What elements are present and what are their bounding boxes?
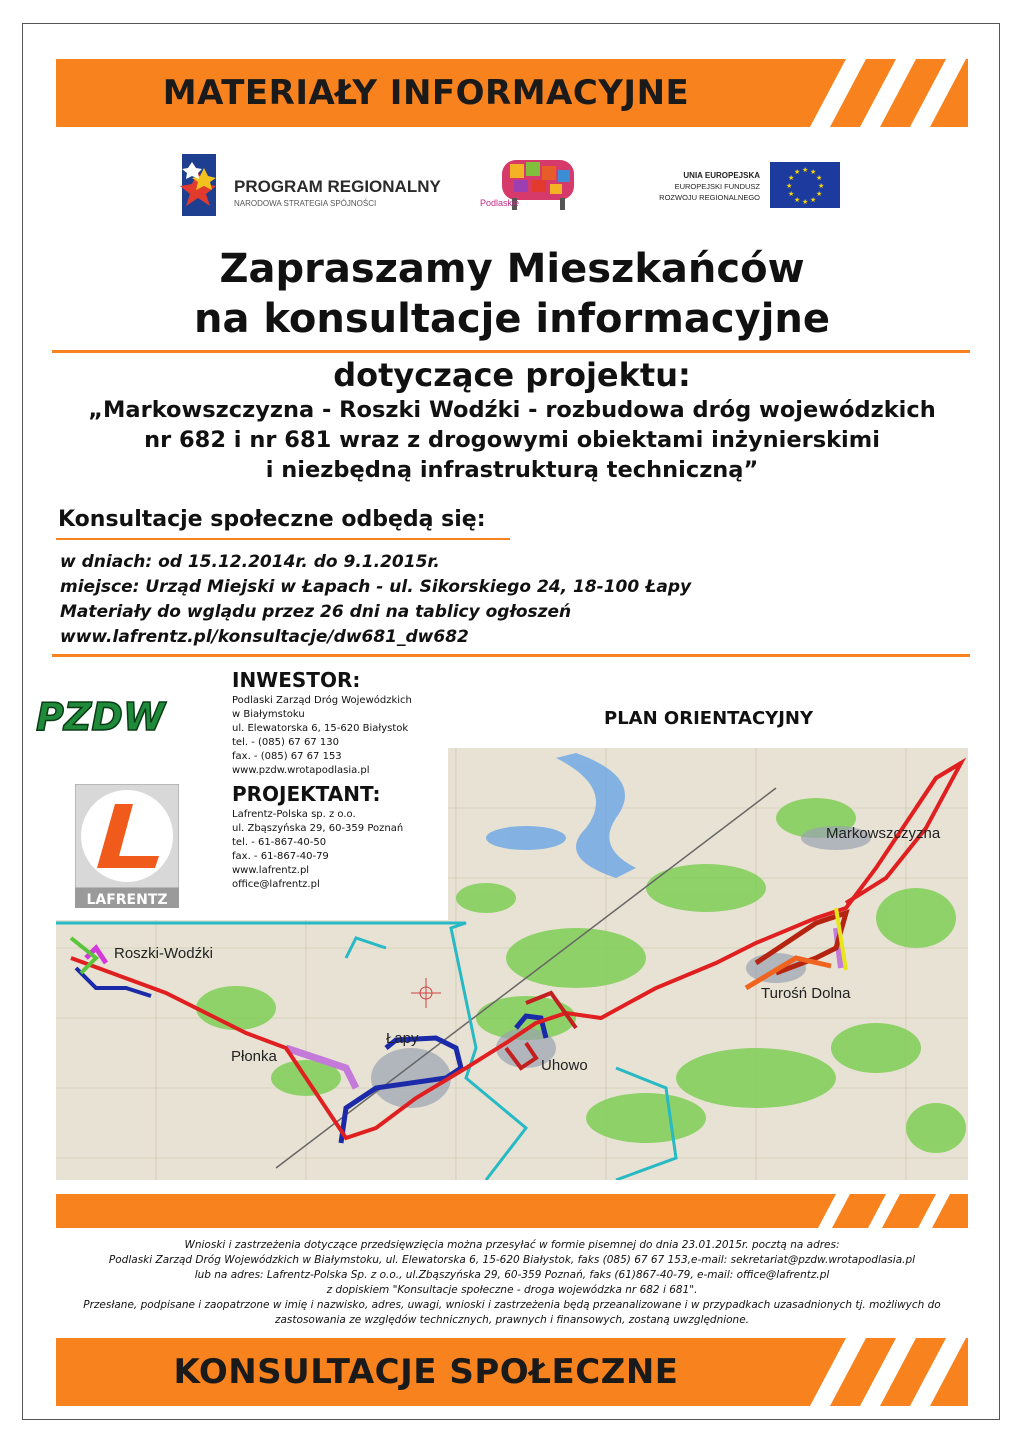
place-roszki-wodzki: Roszki-Wodźki [114, 945, 213, 962]
footer-line: Przesłane, podpisane i zaopatrzone w imię i nazwisko, adres, uwagi, wnioski i zastrzeżenia będą przeanalizowane i w przypadkach uzasadnionych tj. możliwych do [83, 1299, 941, 1311]
place-uhowo: Uhowo [541, 1057, 588, 1074]
svg-text:★: ★ [816, 190, 823, 198]
svg-text:LAFRENTZ: LAFRENTZ [86, 892, 168, 908]
svg-text:★: ★ [810, 168, 817, 176]
consult-rule [56, 538, 510, 540]
pzdw-logo [34, 694, 220, 738]
invite-line3: dotyczące projektu: [333, 356, 691, 394]
investor-line: Podlaski Zarząd Dróg Wojewódzkich [232, 695, 412, 706]
footer-line: lub na adres: Lafrentz-Polska Sp. z o.o., ul.Zbąszyńska 29, 60-359 Poznań, faks (61)867-40-79, e-mail: office@lafrentz.pl [194, 1269, 830, 1281]
svg-text:★: ★ [802, 166, 809, 174]
divider-banner [56, 1194, 968, 1228]
investor-website-link[interactable]: www.pzdw.wrotapodlasia.pl [232, 765, 370, 776]
svg-text:★: ★ [818, 182, 825, 190]
svg-text:★: ★ [788, 190, 795, 198]
designer-line: ul. Zbąszyńska 29, 60-359 Poznań [232, 823, 404, 834]
program-title: PROGRAM REGIONALNY [234, 177, 441, 196]
map-title: PLAN ORIENTACYJNY [604, 708, 813, 729]
consult-dates: w dniach: od 15.12.2014r. do 9.1.2015r. [60, 552, 440, 572]
project-line1: „Markowszczyzna - Roszki Wodźki - rozbudowa dróg wojewódzkich [88, 397, 936, 423]
stripes-decoration [788, 59, 968, 127]
svg-text:★: ★ [810, 196, 817, 204]
header-title: MATERIAŁY INFORMACYJNE [162, 73, 690, 113]
bottom-title: KONSULTACJE SPOŁECZNE [173, 1352, 679, 1392]
svg-text:★: ★ [794, 168, 801, 176]
footer-line: zastosowania ze względów technicznych, prawnych i finansowych, zostaną uwzględnione. [274, 1314, 750, 1326]
invite-line2: na konsultacje informacyjne [193, 296, 831, 342]
project-line2: nr 682 i nr 681 wraz z drogowymi obiektami inżynierskimi [144, 427, 880, 453]
footer-line: Podlaski Zarząd Dróg Wojewódzkich w Białymstoku, ul. Elewatorska 6, 15-620 Białystok, faks (085) 67 67 153,e-mail: sekretariat@pzdw.wrotapodlasia.pl [108, 1254, 916, 1266]
project-line3: i niezbędną infrastrukturą techniczną” [265, 457, 759, 483]
designer-website-link[interactable]: www.lafrentz.pl [232, 865, 310, 876]
stripes-decoration [788, 1194, 968, 1228]
podlaskie-label: Podlaskie [480, 198, 520, 208]
svg-text:★: ★ [788, 174, 795, 182]
place-plonka: Płonka [231, 1048, 277, 1065]
eu-flag-icon [770, 162, 840, 208]
consult-materials: Materiały do wglądu przez 26 dni na tablicy ogłoszeń [60, 602, 572, 622]
lafrentz-logo [75, 784, 179, 908]
place-lapy: Łapy [386, 1030, 419, 1047]
designer-line: Lafrentz-Polska sp. z o.o. [232, 809, 356, 820]
consult-url[interactable]: www.lafrentz.pl/konsultacje/dw681_dw682 [60, 627, 469, 647]
eu-line2: EUROPEJSKI FUNDUSZ [674, 182, 760, 191]
consult-place: miejsce: Urząd Miejski w Łapach - ul. Sikorskiego 24, 18-100 Łapy [60, 577, 692, 597]
svg-text:★: ★ [786, 182, 793, 190]
footer-line: Wnioski i zastrzeżenia dotyczące przedsięwzięcia można przesyłać w formie pisemnej do dnia 23.01.2015r. pocztą na adres: [184, 1239, 840, 1251]
sponsor-logos [170, 148, 860, 228]
investor-line: tel. - (085) 67 67 130 [232, 737, 339, 748]
eu-line1: UNIA EUROPEJSKA [683, 171, 760, 180]
svg-text:★: ★ [794, 196, 801, 204]
details-rule [52, 654, 970, 657]
stripes-decoration [788, 1338, 968, 1406]
program-subtitle: NARODOWA STRATEGIA SPÓJNOŚCI [234, 199, 377, 208]
invite-line1: Zapraszamy Mieszkańców [219, 246, 805, 292]
investor-address [232, 694, 447, 778]
place-turosn-dolna: Turośń Dolna [761, 985, 851, 1002]
footer-notice [56, 1238, 968, 1328]
designer-line: tel. - 61-867-40-50 [232, 837, 327, 848]
consult-heading: Konsultacje społeczne odbędą się: [58, 507, 486, 532]
eu-line3: ROZWOJU REGIONALNEGO [659, 193, 760, 202]
contact-info [232, 668, 447, 918]
invite-rule [52, 350, 970, 353]
place-markowszczyzna: Markowszczyzna [826, 825, 941, 842]
designer-heading: PROJEKTANT: [232, 782, 381, 806]
investor-line: ul. Elewatorska 6, 15-620 Białystok [232, 723, 409, 734]
investor-line: w Białymstoku [232, 709, 305, 720]
bottom-banner [56, 1338, 968, 1406]
svg-text:★: ★ [816, 174, 823, 182]
header-banner [56, 59, 968, 127]
svg-text:PZDW: PZDW [36, 695, 165, 738]
designer-email-link[interactable]: office@lafrentz.pl [232, 879, 320, 890]
investor-line: fax. - (085) 67 67 153 [232, 751, 342, 762]
designer-address [232, 808, 447, 892]
investor-heading: INWESTOR: [232, 668, 361, 692]
footer-line: z dopiskiem "Konsultacje społeczne - droga wojewódzka nr 682 i 681". [326, 1284, 698, 1296]
program-regionalny-logo [180, 154, 216, 216]
svg-text:★: ★ [802, 198, 809, 206]
designer-line: fax. - 61-867-40-79 [232, 851, 329, 862]
